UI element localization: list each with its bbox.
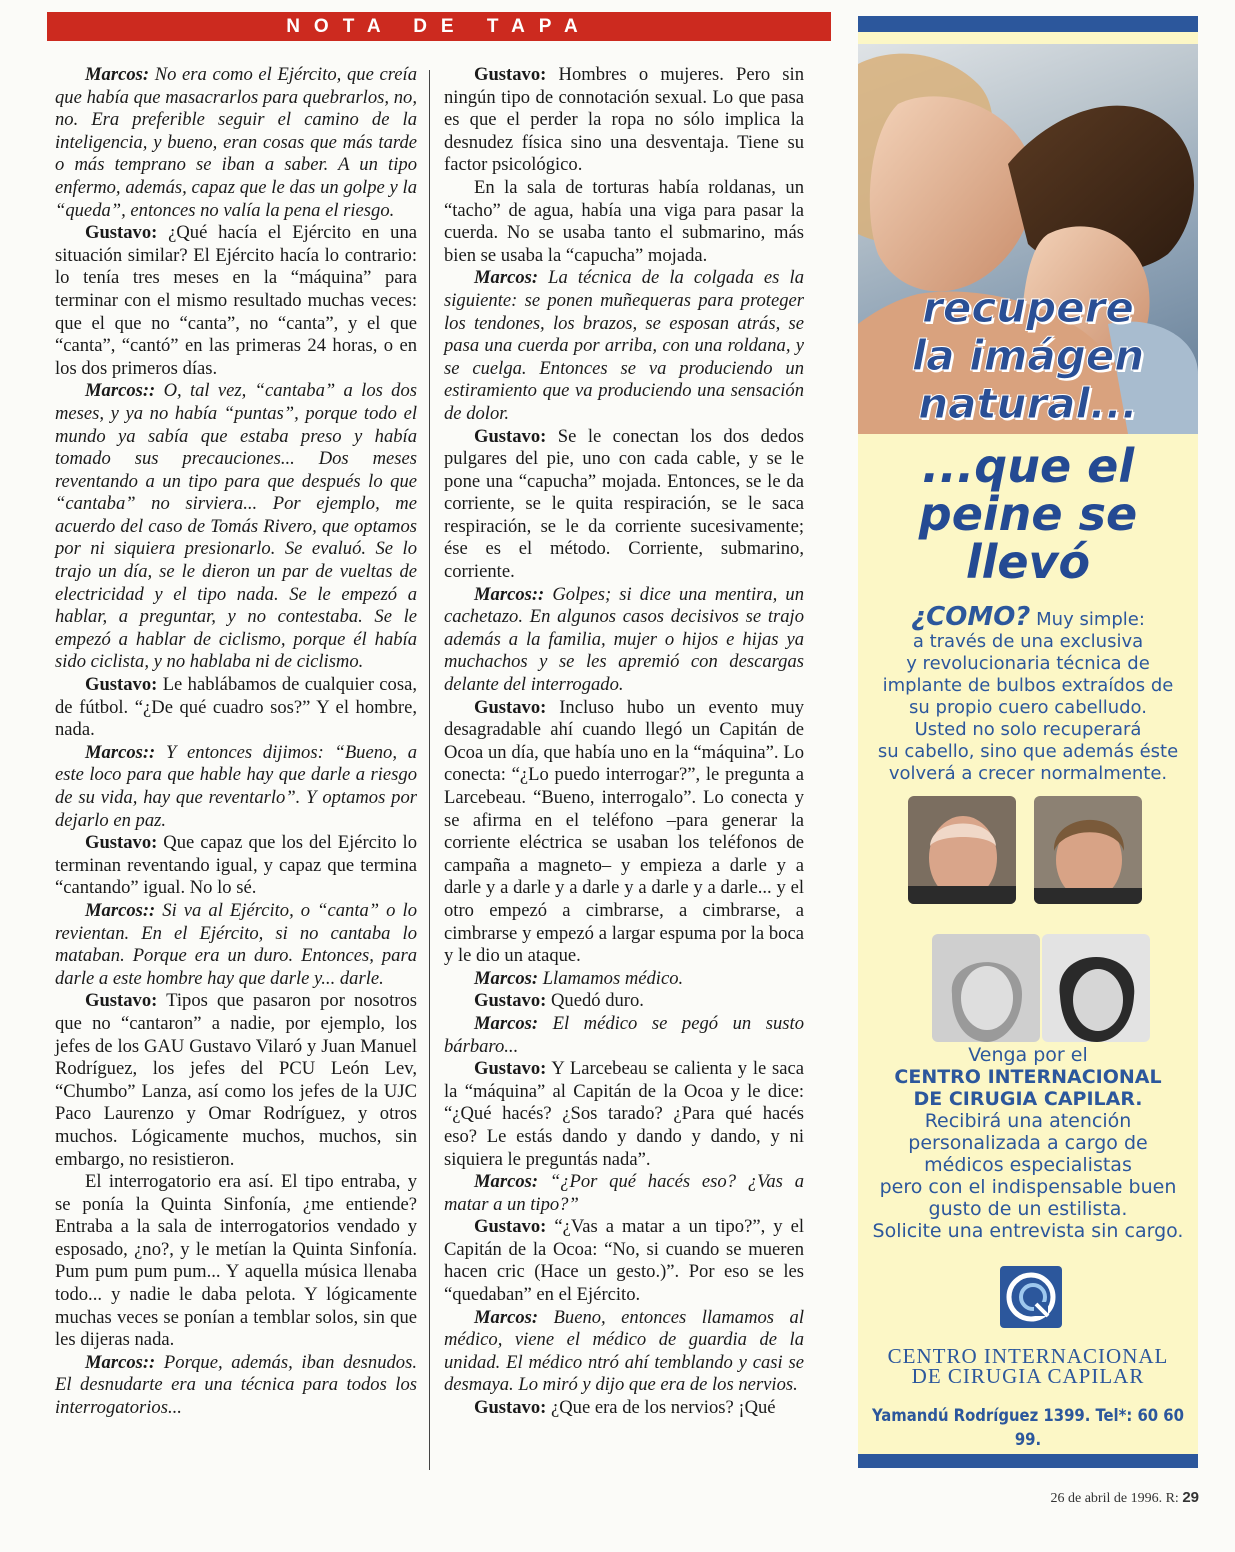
paragraph-text: ¿Qué hacía el Ejército en una situación similar? El Ejército hacía lo contrario: lo tenía tres meses en la “máquina” para terminar con el mismo resultado muchas veces: que el que no “canta”, no “canta”, y el que “canta”, “cantó” en las primeras 24 horas, o en los dos primeros días. xyxy=(55,222,417,379)
article-paragraph xyxy=(444,1307,804,1397)
ad-line: su cabello, sino que además éste xyxy=(877,741,1179,762)
logo-name-line: CENTRO INTERNACIONAL xyxy=(887,1344,1169,1368)
paragraph-text: O, tal vez, “cantaba” a los dos meses, y ya no había “puntas”, porque todo el mundo ya sabía que estaba preso y había tomado sus precauciones... Dos meses reventando a un tipo para que después lo que “cantaba” no sirviera... Por ejemplo, me acuerdo del caso de Tomás Rivero, que optamos por ni siquiera presionarlo. Se evaluó. Se lo trajo un día, se le dieron un par de vueltas de electricidad y el tipo nada. Se le empezó a hablar, a preguntar, y no contestaba. Se le empezó a hablar de ciclismo, porque él había sido ciclista, y no hablaba ni de ciclismo. xyxy=(55,380,417,673)
paragraph-text: Porque, además, iban desnudos. El desnudarte era una técnica para todos los interrogatorios... xyxy=(55,1351,417,1419)
ad-headline-2 xyxy=(858,439,1198,589)
speaker-name: Marcos: xyxy=(474,1306,539,1328)
ad-line: volverá a crecer normalmente. xyxy=(888,763,1168,784)
speaker-name: Marcos:: xyxy=(474,583,545,605)
speaker-name: Gustavo: xyxy=(474,990,547,1012)
ad-bottom-bar xyxy=(858,1454,1198,1468)
paragraph-text: “¿Por qué hacés eso? ¿Vas a matar a un tipo?” xyxy=(444,1171,804,1215)
paragraph-text: Hombres o mujeres. Pero sin ningún tipo de connotación sexual. Lo que pasa es que el perder la ropa no sólo implica la desnudez física sino una desventaja. Tiene su factor psicológico. xyxy=(444,64,804,176)
article-paragraph xyxy=(55,742,417,832)
paragraph-text: Llamamos médico. xyxy=(538,967,684,989)
article-paragraph xyxy=(444,1216,804,1306)
speaker-name: Gustavo: xyxy=(85,832,158,854)
article-paragraph xyxy=(444,1171,804,1216)
clinic-logo-name xyxy=(858,1346,1198,1386)
article-paragraph xyxy=(55,1352,417,1420)
speaker-name: Gustavo: xyxy=(474,696,547,718)
ad-line: su propio cuero cabelludo. xyxy=(909,697,1147,718)
article-paragraph xyxy=(444,1397,804,1420)
article-paragraph xyxy=(55,832,417,900)
man-before-photo xyxy=(908,796,1016,904)
speaker-name: Marcos:: xyxy=(85,1351,156,1373)
speaker-name: Gustavo: xyxy=(85,674,158,696)
headline-line: recupere xyxy=(922,283,1134,332)
speaker-name: Gustavo: xyxy=(474,1216,547,1238)
logo-name-line: DE CIRUGIA CAPILAR xyxy=(911,1364,1145,1388)
speaker-name: Gustavo: xyxy=(474,1397,547,1419)
magazine-mark: R: xyxy=(1165,1491,1179,1506)
paragraph-text: Y entonces dijimos: “Bueno, a este loco para que hable hay que darle a riesgo de su vida, hay que reventarlo”. Y optamos por dejarlo en paz. xyxy=(55,741,417,831)
article-paragraph xyxy=(55,674,417,742)
ad-top-bar xyxy=(858,16,1198,32)
ad-line: Recibirá una atención xyxy=(924,1110,1132,1132)
clinic-logo xyxy=(1000,1266,1062,1328)
paragraph-text: Si va al Ejército, o “canta” o lo revientan. En el Ejército, si no cantaba lo mataban. Porque era un duro. Entonces, para darle a este hombre hay que darle y... darle. xyxy=(55,899,417,989)
paragraph-text: Quedó duro. xyxy=(546,990,644,1012)
page-footer xyxy=(1050,1489,1199,1507)
article-paragraph xyxy=(444,64,804,177)
headline-line: ...que el xyxy=(921,439,1135,493)
speaker-name: Marcos: xyxy=(85,64,150,85)
speaker-name: Marcos:: xyxy=(85,380,156,402)
speaker-name: Gustavo: xyxy=(474,1058,547,1080)
paragraph-text: Y Larcebeau se calienta y le saca la “máquina” al Capitán de la Ocoa y le dice: “¿Qué hacés? ¿Sos tarado? ¿Para qué hacés eso? Le estás dando y dando y dando, y ni siquiera le preguntás nada”. xyxy=(444,1058,804,1170)
article-paragraph xyxy=(444,584,804,697)
ad-headline-1 xyxy=(858,284,1198,428)
headline-line: llevó xyxy=(965,535,1091,589)
before-after-photos xyxy=(908,796,1158,1046)
clinic-address: Yamandú Rodríguez 1399. Tel*: 60 60 99. xyxy=(872,1406,1184,1449)
speaker-name: Marcos:: xyxy=(85,741,156,763)
paragraph-text: Incluso hubo un evento muy desagradable ahí cuando llegó un Capitán de Ocoa un día, que había uno en la “máquina”. Lo conecta: “¿Lo puedo interrogar?”, le pregunta a Larcebeau. “Bueno, interrogalo”. Lo conecta y se afirma en el teléfono –para generar la corriente eléctrica se usaban los teléfonos de campaña a magneto– y empieza a darle y a darle y a darle y a darle y a darle y a darle... y el otro empezó a cimbrarse, a cimbrarse, a cimbrarse y empezó a largar espuma por la boca y le dio un ataque. xyxy=(444,696,804,967)
paragraph-text: La técnica de la colgada es la siguiente: se ponen muñequeras para proteger los tendones, los brazos, se esposan atrás, se pasa una cuerda por arriba, con una roldana, y se cuelga. Entonces se va produciendo un estiramiento que va produciendo una sensación de dolor. xyxy=(444,267,804,424)
speaker-name: Gustavo: xyxy=(85,990,158,1012)
centro-name-line: DE CIRUGIA CAPILAR. xyxy=(913,1088,1143,1110)
article-paragraph xyxy=(55,1171,417,1352)
article-paragraph xyxy=(444,1013,804,1058)
headline-line: natural... xyxy=(918,379,1138,428)
ad-line: personalizada a cargo de xyxy=(908,1132,1148,1154)
paragraph-text: Le hablábamos de cualquier cosa, de fútbol. “¿De qué cuadro sos?” Y el hombre, nada. xyxy=(55,674,417,741)
page-number: 29 xyxy=(1182,1489,1199,1506)
article-paragraph xyxy=(444,697,804,968)
ad-line: médicos especialistas xyxy=(924,1154,1132,1176)
article-paragraph xyxy=(55,380,417,674)
ad-line: pero con el indispensable buen xyxy=(879,1176,1177,1198)
ad-line: Usted no solo recuperará xyxy=(914,719,1142,740)
section-title: NOTA DE TAPA xyxy=(286,15,592,37)
article-paragraph xyxy=(55,222,417,380)
como-heading: ¿COMO? xyxy=(911,602,1031,632)
speaker-name: Gustavo: xyxy=(474,425,547,447)
paragraph-text: Se le conectan los dos dedos pulgares del pie, uno con cada cable, y se le pone una “capucha” mojada. Entonces, se le da corriente, se le quita respiración, se le saca respiración, se le da corriente sucesivamente; ése es el método. Corriente, submarino, corriente. xyxy=(444,425,804,583)
article-paragraph xyxy=(444,177,804,267)
paragraph-text: El médico se pegó un susto bárbaro... xyxy=(444,1012,804,1057)
ad-line: y revolucionaria técnica de xyxy=(906,653,1150,674)
paragraph-text: Que capaz que los del Ejército lo terminan reventando igual, y capaz que termina “cantando” igual. No lo sé. xyxy=(55,832,417,899)
article-paragraph xyxy=(444,1058,804,1171)
ad-line: Muy simple: xyxy=(1036,609,1145,630)
article-paragraph xyxy=(55,990,417,1171)
woman-after-photo xyxy=(1042,934,1150,1042)
section-banner xyxy=(47,12,831,41)
woman-before-photo xyxy=(932,934,1040,1042)
ad-line: Venga por el xyxy=(968,1044,1088,1066)
paragraph-text: En la sala de torturas había roldanas, un “tacho” de agua, había una viga para pasar la cuerda. No se usaba tanto el submarino, más bien se usaba la “capucha” mojada. xyxy=(444,176,804,266)
ad-line: a través de una exclusiva xyxy=(912,631,1144,652)
man-after-photo xyxy=(1034,796,1142,904)
paragraph-text: “¿Vas a matar a un tipo?”, y el Capitán de la Ocoa: “No, si cuando se mueren hacen cric (Hace un gesto.)”. Por eso se les “quedaban” en el Ejército. xyxy=(444,1216,804,1306)
article-paragraph xyxy=(444,426,804,584)
ad-call-to-action xyxy=(858,1044,1198,1242)
headline-line: la imágen xyxy=(911,331,1145,380)
issue-date: 26 de abril de 1996. xyxy=(1050,1491,1163,1506)
paragraph-text: El interrogatorio era así. El tipo entraba, y se ponía la Quinta Sinfonía, ¿me entiende? Entraba a la sala de interrogatorios vendado y esposado, ¿no?, y le metían la Quinta Sinfonía. Pum pum pum pum... Y aquella música llenaba todo... y nadie le daba pelota. Y lógicamente muchas veces se ponían a temblar solos, sin que les dijeras nada. xyxy=(55,1171,417,1351)
article-column-2 xyxy=(444,64,804,1420)
article-paragraph xyxy=(55,64,417,222)
ad-line: gusto de un estilista. xyxy=(928,1198,1128,1220)
article-paragraph xyxy=(444,990,804,1013)
paragraph-text: Bueno, entonces llamamos al médico, viene el médico de guardia de la unidad. El médico ntró ahí temblando y casi se desmaya. Lo miró y dijo que era de los nervios. xyxy=(444,1306,804,1396)
article-paragraph xyxy=(444,968,804,991)
paragraph-text: Golpes; si dice una mentira, un cachetazo. En algunos casos decisivos se trajo además a la familia, mujer o hijos e hijas ya muchachos y se les apremió con descargas delante del interrogado. xyxy=(444,583,804,696)
speaker-name: Marcos:: xyxy=(85,899,156,921)
paragraph-text: ¿Que era de los nervios? ¡Qué xyxy=(546,1397,776,1419)
paragraph-text: Tipos que pasaron por nosotros que no “cantaron” a nadie, por ejemplo, los jefes de los GAU Gustavo Vilaró y Juan Manuel Rodríguez, los jefes del PCU León Lev, “Chumbo” Lanza, así como los jefes de la UJC Paco Laurenzo y Omar Rodríguez, y otros muchos. Lógicamente muchos, muchos, sin embargo, no resistieron. xyxy=(55,990,417,1170)
speaker-name: Marcos: xyxy=(474,967,539,989)
speaker-name: Marcos: xyxy=(474,1012,539,1034)
column-divider xyxy=(429,70,430,1470)
paragraph-text: No era como el Ejército, que creía que había que masacrarlos para quebrarlos, no, no. Era preferible seguir el camino de la inteligencia, y bueno, eran cosas que más tarde o más temprano se iban a saber. A un tipo enfermo, además, capaz que le das un golpe y la “queda”, entonces no valía la pena el riesgo. xyxy=(55,64,417,221)
ad-description xyxy=(858,602,1198,785)
speaker-name: Marcos: xyxy=(474,1171,539,1193)
article-paragraph xyxy=(55,900,417,990)
article-paragraph xyxy=(444,267,804,425)
article-column-1 xyxy=(55,64,417,1420)
headline-line: peine se xyxy=(918,487,1138,541)
ad-line: implante de bulbos extraídos de xyxy=(882,675,1174,696)
centro-name-line: CENTRO INTERNACIONAL xyxy=(894,1066,1162,1088)
speaker-name: Gustavo: xyxy=(474,64,547,85)
speaker-name: Gustavo: xyxy=(85,222,158,244)
advertisement xyxy=(858,16,1198,1468)
ad-line: Solicite una entrevista sin cargo. xyxy=(872,1220,1184,1242)
speaker-name: Marcos: xyxy=(474,267,539,289)
